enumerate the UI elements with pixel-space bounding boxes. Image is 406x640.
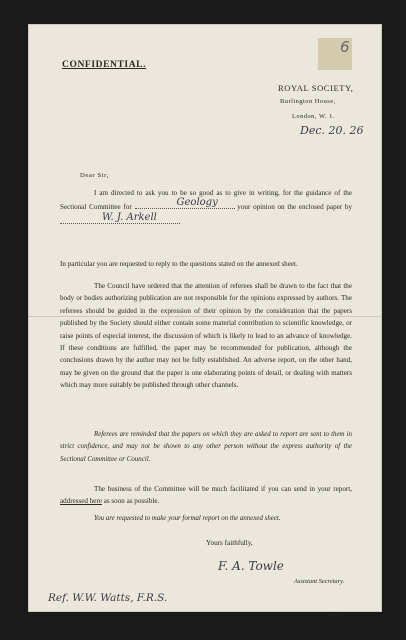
confidential-heading: CONFIDENTIAL. <box>62 60 147 70</box>
paragraph-confidentiality: Referees are reminded that the papers on which they are asked to report are sent to them in strict confidence, and may not be shown to any other person without the express authority of the Sectional Committee or Council. <box>60 431 352 463</box>
paragraph-council-guidance: The Council have ordered that the attention of referees shall be drawn to the fact that the body or bodies authorizing publication are not responsible for the opinions expressed by authors. The referees should be guided in the expression of their opinion by the consideration that the papers published by the Society should either contain some material contribution to scientific knowledge, or raise points of especial interest, the discussion of which is likely to lead to an advance of knowledge. If these conditions are fulfilled, the paper may be recommended for publication, although the conclusions drawn by the author may not be fully established. An adverse report, on the other hand, may be given on the ground that the paper is one elaborating points of detail, or dealing with matters which may more suitably be published through other channels. <box>60 282 352 390</box>
address-line-1: Burlington House, <box>280 98 336 105</box>
handwritten-date: Dec. 20. 26 <box>300 124 364 137</box>
paragraph-request-text-1: I am directed to ask you to be so good as to give in writing, for the guidance of the Sectional Committee for <box>60 189 352 212</box>
paragraph-send-report <box>60 483 352 508</box>
closing: Yours faithfully, <box>206 539 253 547</box>
send-report-text-2: as soon as possible. <box>103 497 160 506</box>
page-number-pencil: 6 <box>340 38 350 56</box>
signatory-title: Assistant Secretary. <box>294 578 345 585</box>
send-report-text-1: The business of the Committee will be much facilitated if you can send in your report, <box>94 485 352 493</box>
signature: F. A. Towle <box>218 559 284 573</box>
paragraph-formal-report: You are requested to make your formal report on the annexed sheet. <box>94 515 281 522</box>
letter-sheet <box>28 24 382 619</box>
committee-handwritten: Geology <box>176 197 218 209</box>
paragraph-request <box>60 187 352 228</box>
author-handwritten: W. J. Arkell <box>102 211 157 223</box>
please-turn-over: [P.T.O. <box>328 613 348 619</box>
author-blank <box>60 211 180 224</box>
salutation: Dear Sir, <box>80 172 109 179</box>
address-line-2: London, W. 1. <box>292 113 335 120</box>
paragraph-request-text-2: your opinion on the enclosed paper by <box>237 203 353 212</box>
organization-name: ROYAL SOCIETY, <box>278 83 354 93</box>
committee-blank <box>135 199 235 209</box>
referee-handwritten: Ref. W.W. Watts, F.R.S. <box>48 592 168 604</box>
paragraph-annexed-questions: In particular you are requested to reply to the questions stated on the annexed sheet. <box>60 260 298 268</box>
addressed-here-link[interactable]: addressed here <box>60 497 102 506</box>
